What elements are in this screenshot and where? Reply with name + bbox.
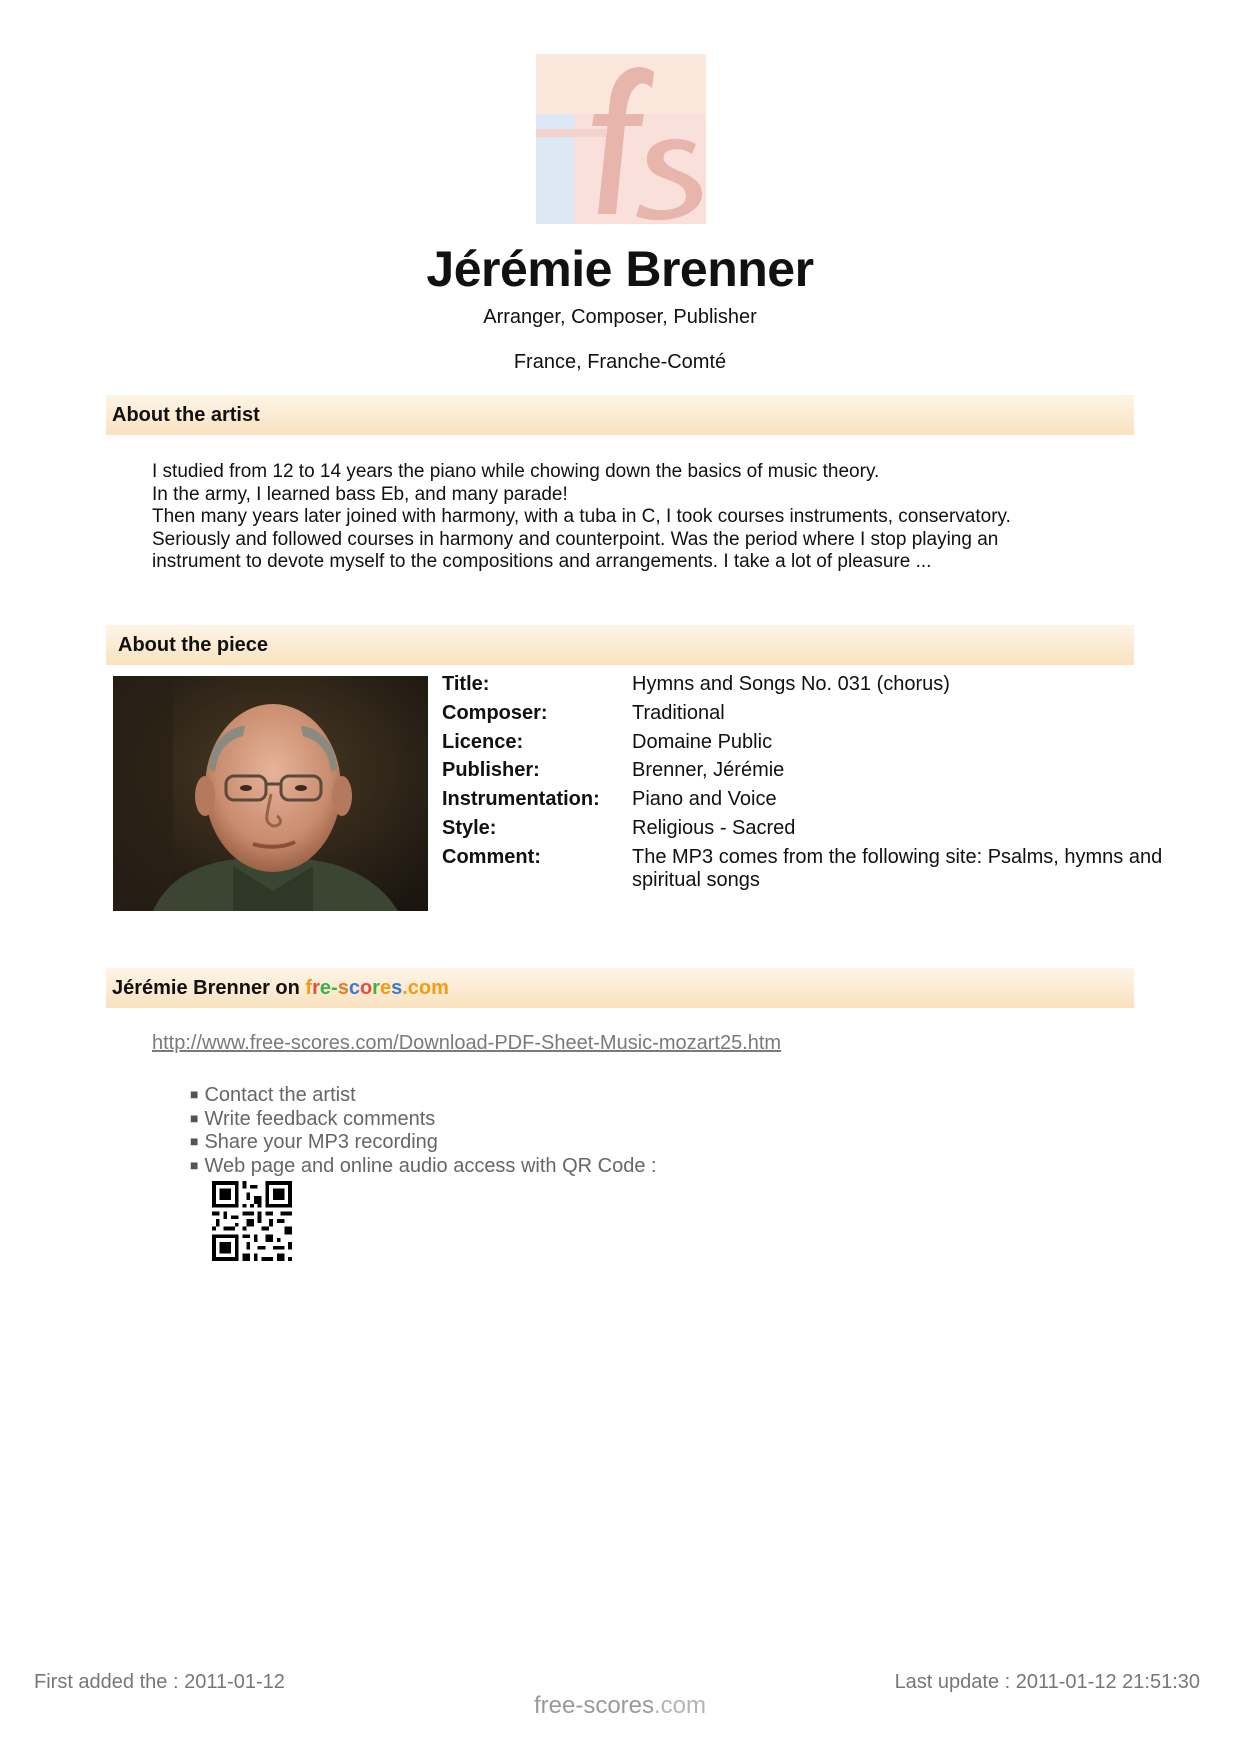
section-heading-about-artist: About the artist bbox=[106, 395, 1134, 435]
footer-brand bbox=[0, 1692, 1240, 1720]
brand-letter: f bbox=[305, 977, 313, 999]
brand-letter: e bbox=[379, 977, 392, 999]
artist-bio bbox=[152, 461, 1082, 574]
piece-page-link[interactable]: http://www.free-scores.com/Download-PDF-Sheet-Music-mozart25.htm bbox=[152, 1032, 782, 1054]
section-heading-about-piece: About the piece bbox=[106, 625, 1134, 665]
info-value: Traditional bbox=[632, 702, 725, 724]
footer-brand-main: free-scores bbox=[533, 1692, 655, 1719]
site-brand[interactable] bbox=[305, 977, 448, 999]
info-value: Hymns and Songs No. 031 (chorus) bbox=[632, 673, 950, 695]
brand-letter: e- bbox=[319, 977, 338, 999]
qr-code-icon[interactable] bbox=[212, 1181, 292, 1261]
info-label: Style: bbox=[442, 817, 497, 839]
brand-letter: s bbox=[391, 977, 403, 999]
artist-roles: Arranger, Composer, Publisher bbox=[483, 306, 757, 328]
action-label: Write feedback comments bbox=[204, 1107, 436, 1130]
footer-brand-tld: .com bbox=[654, 1692, 707, 1719]
brand-letter: r bbox=[312, 977, 320, 999]
action-label: Contact the artist bbox=[204, 1084, 356, 1106]
artist-actions-list bbox=[190, 1083, 657, 1177]
info-value: Piano and Voice bbox=[632, 788, 777, 810]
free-scores-logo bbox=[536, 54, 706, 224]
info-value: Domaine Public bbox=[632, 731, 773, 753]
brand-letter: c bbox=[348, 977, 360, 999]
artist-location: France, Franche-Comté bbox=[513, 351, 727, 373]
info-label: Comment: bbox=[442, 846, 541, 868]
on-site-prefix: Jérémie Brenner on bbox=[112, 977, 306, 999]
info-value: Brenner, Jérémie bbox=[632, 759, 785, 781]
action-share-mp3[interactable] bbox=[190, 1130, 657, 1154]
bullet-icon: ■ bbox=[190, 1133, 199, 1149]
action-qr-code[interactable] bbox=[190, 1154, 657, 1178]
last-update-date: Last update : 2011-01-12 21:51:30 bbox=[894, 1671, 1200, 1693]
info-label: Publisher: bbox=[442, 759, 540, 781]
info-value: The MP3 comes from the following site: Psalms, hymns and spiritual songs bbox=[632, 846, 1163, 891]
info-label: Title: bbox=[442, 673, 490, 695]
bio-line: In the army, I learned bass Eb, and many parade! bbox=[152, 483, 568, 505]
info-label: Composer: bbox=[442, 702, 548, 724]
brand-letter: o bbox=[359, 977, 373, 999]
artist-photo bbox=[113, 676, 428, 911]
action-contact-artist[interactable] bbox=[190, 1083, 657, 1107]
brand-letter: r bbox=[372, 977, 380, 999]
brand-letter: s bbox=[337, 977, 349, 999]
info-label: Licence: bbox=[442, 731, 524, 753]
bullet-icon: ■ bbox=[190, 1156, 199, 1173]
info-label: Instrumentation: bbox=[442, 788, 600, 810]
first-added-date: First added the : 2011-01-12 bbox=[34, 1671, 285, 1693]
action-write-feedback[interactable] bbox=[190, 1107, 657, 1131]
action-label: Share your MP3 recording bbox=[204, 1131, 438, 1153]
artist-name: Jérémie Brenner bbox=[426, 241, 814, 297]
bio-line: I studied from 12 to 14 years the piano while chowing down the basics of music theory. bbox=[152, 461, 880, 482]
bullet-icon: ■ bbox=[190, 1086, 199, 1102]
bio-line: Then many years later joined with harmony, with a tuba in C, I took courses instruments, conservatory. Seriously and followed courses in harmony and counterpoint. Was the period where I stop playing an instrument to devote myself to the compositions and arrangements. I take a lot of pleasure ... bbox=[152, 506, 1011, 572]
brand-letter: .com bbox=[402, 977, 449, 999]
info-value: Religious - Sacred bbox=[632, 817, 796, 839]
section-heading-on-site bbox=[106, 968, 1134, 1008]
bullet-icon: ■ bbox=[190, 1109, 199, 1126]
action-label: Web page and online audio access with QR Code : bbox=[204, 1154, 657, 1177]
